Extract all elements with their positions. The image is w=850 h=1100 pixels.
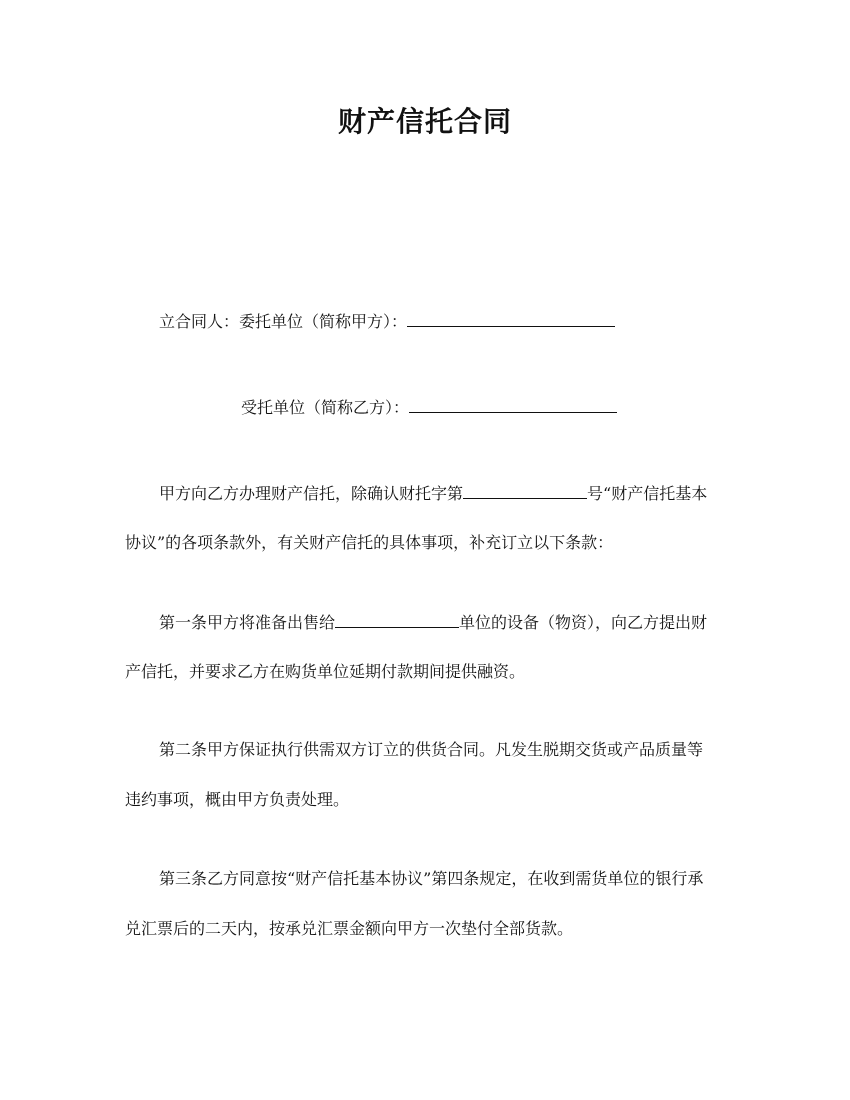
party-a-blank bbox=[407, 311, 615, 327]
party-a-label: 立合同人：委托单位（简称甲方）： bbox=[159, 312, 408, 331]
article-1-text-post: 单位的设备（物资），向乙方提出财 bbox=[459, 613, 708, 632]
party-b-label: 受托单位（简称乙方）： bbox=[241, 398, 410, 417]
intro-line-1 bbox=[125, 483, 725, 503]
article-1-line-2: 产信托，并要求乙方在购货单位延期付款期间提供融资。 bbox=[125, 662, 526, 681]
article-1-paragraph bbox=[125, 612, 725, 682]
article-3-line-2: 兑汇票后的二天内，按承兑汇票金额向甲方一次垫付全部货款。 bbox=[125, 919, 574, 938]
buyer-unit-blank bbox=[335, 612, 459, 628]
party-b-blank bbox=[409, 397, 617, 413]
intro-line-2: 协议”的各项条款外，有关财产信托的具体事项，补充订立以下条款： bbox=[125, 533, 614, 552]
article-3-line-1: 第三条乙方同意按“财产信托基本协议”第四条规定，在收到需货单位的银行承 bbox=[159, 869, 704, 888]
article-1-text-pre: 第一条甲方将准备出售给 bbox=[159, 613, 336, 632]
article-2-paragraph bbox=[125, 740, 725, 810]
intro-text-pre: 甲方向乙方办理财产信托，除确认财托字第 bbox=[159, 484, 464, 503]
article-1-line-1 bbox=[125, 612, 725, 632]
page-title: 财产信托合同 bbox=[337, 105, 512, 138]
trust-number-blank bbox=[463, 483, 587, 499]
party-a-line bbox=[159, 311, 615, 332]
party-b-line bbox=[241, 397, 617, 418]
article-2-line-1: 第二条甲方保证执行供需双方订立的供货合同。凡发生脱期交货或产品质量等 bbox=[159, 740, 704, 759]
article-3-paragraph bbox=[125, 869, 725, 939]
intro-paragraph bbox=[125, 483, 725, 553]
article-2-line-2: 违约事项，概由甲方负责处理。 bbox=[125, 790, 350, 809]
intro-text-post: 号“财产信托基本 bbox=[587, 484, 708, 503]
